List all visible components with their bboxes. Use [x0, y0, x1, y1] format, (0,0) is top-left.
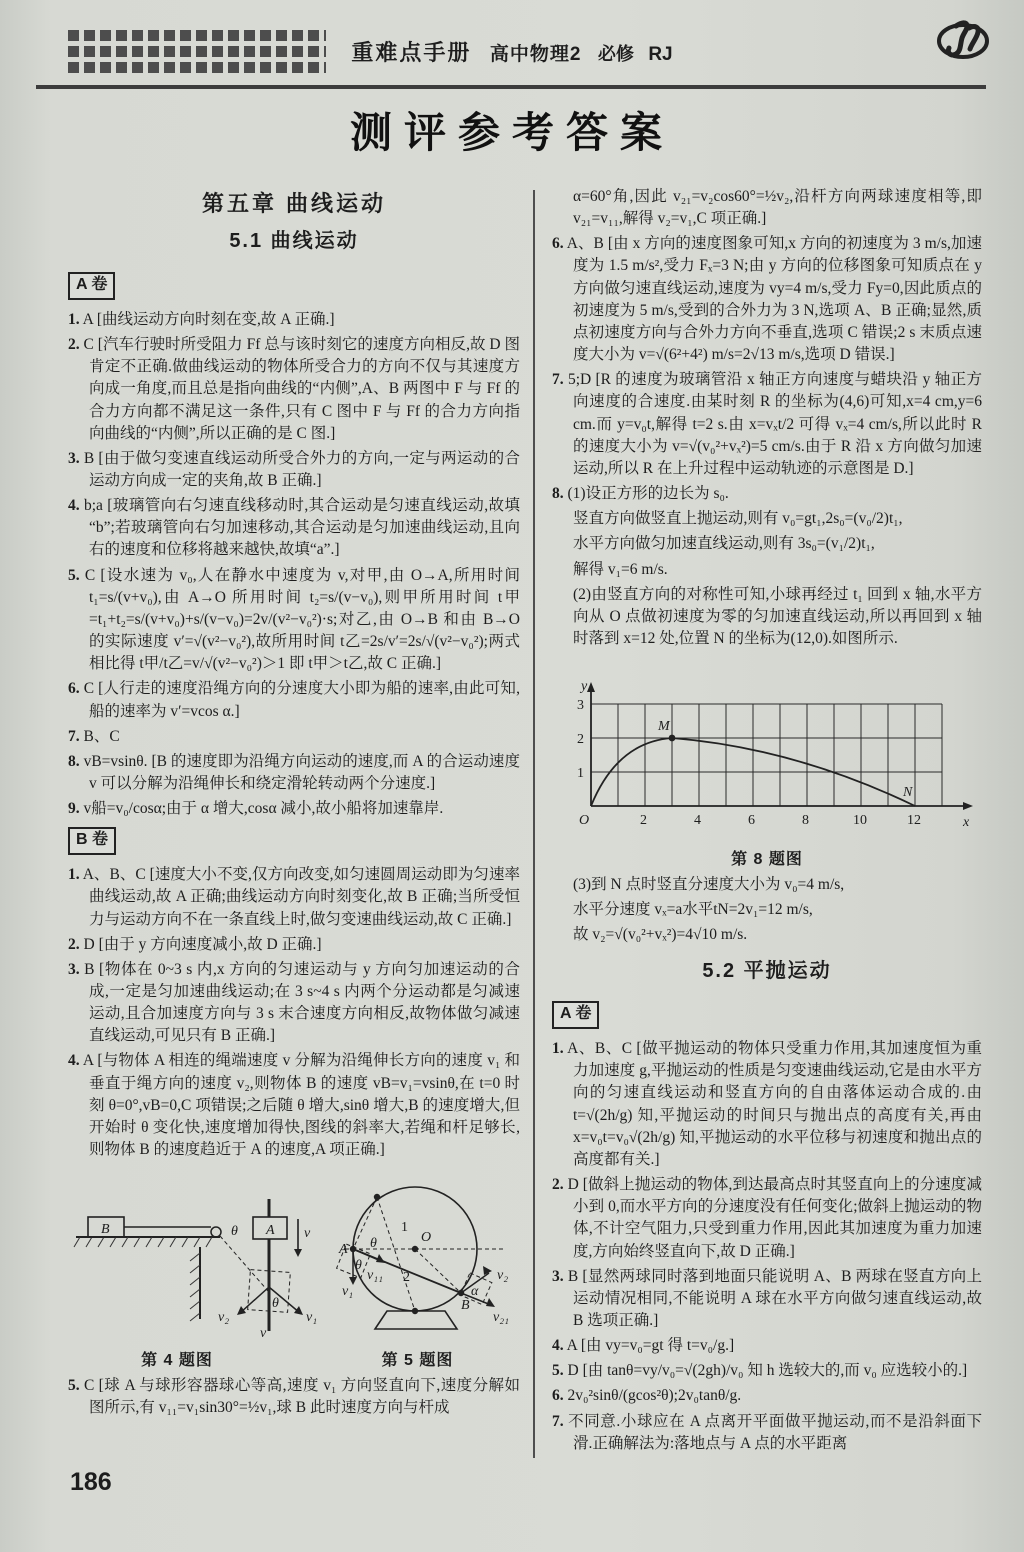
solution-line: 水平方向做匀加速直线运动,则有 3s₀=(v₁/2)t₁, [573, 535, 875, 553]
item-number: 4. [68, 497, 80, 515]
fig4-label-B: B [101, 1222, 110, 1238]
fig5-label-B: B [461, 1298, 470, 1314]
solution-line: 故 v₂=√(v₀²+vₓ²)=4√10 m/s. [573, 926, 748, 944]
item-text: C [球 A 与球形容器球心等高,速度 v₁ 方向竖直向下,速度分解如图所示,有 v₁₁=v₁sin30°=½v₁,球 B 此时速度方向与杆成 [83, 1377, 520, 1417]
x-tick: 12 [907, 813, 921, 829]
graph-label-N: N [903, 785, 913, 801]
item-number: 4. [552, 1337, 564, 1355]
item-text: C [人行走的速度沿绳方向的分速度大小即为船的速率,由此可知,船的速率为 v′=vcos α.] [83, 680, 520, 720]
figures-row [68, 1169, 520, 1373]
answer-item [68, 678, 520, 722]
figure-problem8 [552, 654, 982, 872]
chapter-heading: 第五章 曲线运动 [201, 191, 387, 216]
item-number: 8. [552, 485, 564, 503]
fig5-label-A: A [339, 1242, 348, 1258]
section-heading-5-1: 5.1 曲线运动 [229, 230, 359, 253]
item-text: 2v₀²sinθ/(gcos²θ);2v₀tanθ/g. [567, 1387, 742, 1405]
item-number: 9. [68, 800, 80, 818]
item-number: 1. [68, 866, 80, 884]
answer-item [552, 1411, 982, 1455]
x-tick: 10 [853, 813, 867, 829]
item-number: 7. [552, 371, 564, 389]
figure-caption: 第 5 题图 [381, 1352, 454, 1370]
item-text: D [做斜上抛运动的物体,到达最高点时其竖直向上的分速度减小到 0,而水平方向的分速度没有任何变化;做斜上抛运动的物体,不计空气阻力,只受到重力作用,因此其加速度为重力加速度,方向始终竖直向下,故 D 正确.] [567, 1176, 983, 1260]
solution-line: 水平分速度 vₓ=a水平tN=2v₁=12 m/s, [573, 901, 813, 919]
item-text: B、C [83, 727, 120, 745]
answer-item [552, 483, 982, 505]
answer-item [552, 1360, 982, 1382]
answer-item [68, 1050, 520, 1161]
item-text: D [由于 y 方向速度减小,故 D 正确.] [83, 935, 322, 953]
section-heading-5-2: 5.2 平抛运动 [702, 959, 832, 982]
pulley-diagram [68, 1191, 318, 1342]
booklet-name: 重难点手册 [351, 40, 472, 65]
item-number: 6. [68, 680, 80, 698]
y-tick: 1 [577, 766, 584, 782]
answer-item [68, 495, 520, 561]
answer-item [68, 1375, 520, 1419]
item-text: C [设水速为 v₀,人在静水中速度为 v,对甲,由 O→A,所用时间 t₁=s/(v+v₀),由 A→O 所用时间 t₂=s/(v−v₀),则甲所用时间 t甲=t₁+t₂=s/(v+v₀)+s/(v−v₀)=2v/(v²−v₀²)·s;对乙,由 O→B 和由 B→O 的实际速度 v′=√(v²−v₀²),故所用时间 t乙=2s/v′=2s/√(v²−v₀²);两式相比得 t甲/t乙=v/√(v²−v₀²)＞1 即 t甲＞t乙,故 C 正确.] [84, 566, 521, 673]
fig4-label-theta: θ [272, 1296, 279, 1312]
item-number: 8. [68, 752, 80, 770]
answer-item [552, 1266, 982, 1332]
graph-ylabel: y [581, 679, 588, 695]
continued-text: α=60°角,因此 v₂₁=v₂cos60°=½v₂,沿杆方向两球速度相等,即 v₂₁=v₁₁,解得 v₂=v₁,C 项正确.] [573, 188, 982, 228]
item-text: b;a [玻璃管向右匀速直线移动时,其合运动是匀速直线运动,故填“b”;若玻璃管向右匀加速移动,其合运动是匀加速曲线运动,且向右的速度和位移将越来越快,故填“a”.] [83, 497, 521, 559]
answer-item [68, 334, 520, 445]
paper-a-badge: A 卷 [552, 1001, 599, 1029]
x-tick: 2 [640, 813, 647, 829]
item-text: (1)设正方形的边长为 s₀. [567, 485, 729, 503]
item-text: A [与物体 A 相连的绳端速度 v 分解为沿绳伸长方向的速度 v₁ 和垂直于绳方向的速度 v₂,则物体 B 的速度 vB=v₁=vsinθ,在 t=0 时刻 θ=0°,vB=0,C 项错误;之后随 θ 增大,sinθ 增大,B 的速度增大,但开始时 θ 变化快,速度增加得快,图线的斜率大,若绳和杆足够长,则物体 B 的速度趋近于 A 的速度,A 项正确.] [82, 1052, 520, 1159]
header-rule [36, 85, 986, 89]
fig5-label-2: 2 [403, 1270, 410, 1286]
y-tick: 2 [577, 732, 584, 748]
item-text: A、B、C [速度大小不变,仅方向改变,如匀速圆周运动即为匀速率曲线运动,故 A 正确;曲线运动方向时刻变化,故 B 正确;当所受恒力与运动方向不在一条直线上时,做匀变速曲线运动,故 C 正确.] [82, 866, 520, 928]
answer-item [68, 959, 520, 1048]
right-column [552, 186, 982, 1458]
figure-problem4 [68, 1191, 318, 1373]
fig4-label-v2: v₂ [218, 1310, 230, 1326]
item-number: 7. [68, 727, 80, 745]
figure-caption: 第 4 题图 [141, 1352, 213, 1370]
trajectory-graph [555, 654, 979, 840]
fig5-label-O: O [421, 1230, 432, 1246]
page-title: 测评参考答案 [349, 109, 674, 156]
answer-item [552, 1335, 982, 1357]
solution-line: (3)到 N 点时竖直分速度大小为 v₀=4 m/s, [573, 876, 845, 894]
answer-item [68, 726, 520, 748]
item-text: C [汽车行驶时所受阻力 Ff 总与该时刻它的速度方向相反,故 D 图肯定不正确.做曲线运动的物体所受合力的方向不仅与其速度方向成一角度,而且总是指向曲线的“内侧”,A、B 两图中 F 与 Ff 的合力方向都不满足这一条件,只有 C 图中 F 与 Ff 的合力方向指向曲线的“内侧”,所以正确的是 C 图.] [83, 336, 520, 442]
answer-item [68, 934, 520, 956]
fig5-label-v21: v₂₁ [493, 1310, 509, 1326]
edition-name: 必修 [597, 44, 634, 64]
item-number: 3. [68, 449, 80, 467]
x-tick: 8 [802, 813, 809, 829]
item-text: 5;D [R 的速度为玻璃管沿 x 轴正方向速度与蜡块沿 y 轴正方向速度的合速度.由某时刻 R 的坐标为(4,6)可知,x=4 cm,y=6 cm.而 y=v₀t,解得 t=2 s.由 x=vₓt/2 可得 vₓ=4 cm/s,所以此时 R 的速度大小为 v=√(v₀²+vₓ²)=5 cm/s.由于 R 沿 x 方向做匀加速运动,所以 R 在上升过程中运动轨迹的示意图是 D.] [567, 371, 982, 477]
answer-item [68, 448, 520, 492]
item-number: 2. [552, 1176, 564, 1194]
sphere-diagram [315, 1169, 520, 1341]
item-text: A、B、C [做平抛运动的物体只受重力作用,其加速度恒为重力加速度 g,平抛运动的性质是匀变速曲线运动,它是由水平方向的匀速直线运动和竖直方向的自由落体运动合成的.由 t=√(2h/g) 知,平抛运动的时间只与抛出点的高度有关,再由 x=v₀t=v₀√(2h/g) 知,平抛运动的水平位移与初速度和抛出点的高度都有关.] [567, 1040, 982, 1168]
answer-item [68, 309, 520, 331]
fig4-label-v-top: v [304, 1226, 311, 1242]
running-header [0, 36, 1024, 67]
fig5-label-v1: v₁ [342, 1284, 354, 1300]
item-number: 1. [68, 310, 80, 328]
fig4-label-v-bottom: v [260, 1326, 267, 1342]
item-text: 不同意.小球应在 A 点离开平面做平抛运动,而不是沿斜面下滑.正确解法为:落地点与 A 点的水平距离 [568, 1412, 983, 1452]
item-number: 4. [68, 1052, 80, 1070]
item-number: 7. [552, 1412, 564, 1430]
answer-item [68, 751, 520, 795]
item-text: D [由 tanθ=vy/v₀=√(2gh)/v₀ 知 h 选较大的,而 v₀ 应选较小的.] [567, 1362, 968, 1380]
fig4-label-v1: v₁ [306, 1310, 318, 1326]
page-number: 186 [70, 1468, 112, 1496]
item-number: 3. [552, 1267, 564, 1285]
item-number: 5. [552, 1362, 564, 1380]
left-column [68, 188, 520, 1423]
item-number: 6. [552, 1387, 564, 1405]
item-text: A [曲线运动方向时刻在变,故 A 正确.] [82, 310, 335, 328]
answer-item [552, 1174, 982, 1263]
item-text: B [由于做匀变速直线运动所受合外力的方向,一定与两运动的合运动方向成一定的夹角,故 B 正确.] [83, 449, 520, 490]
graph-label-M: M [658, 719, 670, 735]
paper-b-badge: B 卷 [68, 827, 116, 855]
x-tick: 4 [694, 813, 701, 829]
item-text: v船=v₀/cosα;由于 α 增大,cosα 减小,故小船将加速靠岸. [83, 800, 444, 818]
fig5-label-v11: v₁₁ [367, 1268, 383, 1284]
item-number: 3. [68, 960, 80, 978]
figure-problem5 [315, 1169, 520, 1373]
fig4-label-A: A [266, 1223, 275, 1239]
publisher-code: RJ [648, 44, 673, 65]
answer-item [68, 798, 520, 820]
item-number: 6. [552, 235, 564, 253]
fig5-label-v2: v₂ [497, 1268, 509, 1284]
item-text: A [由 vy=v₀=gt 得 t=v₀/g.] [566, 1337, 735, 1355]
subject-name: 高中物理2 [489, 44, 582, 65]
item-text: vB=vsinθ. [B 的速度即为沿绳方向运动的速度,而 A 的合运动速度 v 可以分解为沿绳伸长和绕定滑轮转动两个分速度.] [83, 752, 521, 793]
column-divider [533, 190, 535, 1458]
paper-a-badge: A 卷 [68, 272, 115, 300]
answer-item [68, 565, 520, 676]
solution-line: (2)由竖直方向的对称性可知,小球再经过 t₁ 回到 x 轴,水平方向从 O 点做初速度为零的匀加速直线运动,所以再回到 x 轴时落到 x=12 处,位置 N 的坐标为(12,0).如图所示. [573, 585, 982, 647]
fig5-label-1: 1 [401, 1220, 408, 1236]
item-number: 2. [68, 935, 80, 953]
item-number: 5. [68, 566, 80, 584]
item-text: B [显然两球同时落到地面只能说明 A、B 两球在竖直方向上运动情况相同,不能说明 A 球在水平方向做匀速直线运动,故 B 选项正确.] [567, 1267, 982, 1329]
item-number: 5. [68, 1377, 80, 1395]
item-text: B [物体在 0~3 s 内,x 方向的匀速运动与 y 方向匀加速运动的合成,一定是匀加速曲线运动;在 3 s~4 s 内两个分运动都是匀减速运动,且合加速度方向与 3 s 末合速度方向相反,故物体做匀减速直线运动,可见只有 B 正确.] [84, 960, 521, 1045]
fig5-label-theta: θ [370, 1236, 377, 1252]
graph-origin: O [579, 813, 590, 829]
answer-item [552, 369, 982, 480]
item-number: 2. [68, 336, 80, 354]
figure-caption: 第 8 题图 [731, 851, 803, 869]
fig4-label-theta-top: θ [231, 1224, 238, 1240]
solution-line: 解得 v₁=6 m/s. [573, 560, 668, 578]
item-number: 1. [552, 1040, 564, 1058]
fig5-label-theta2: θ [355, 1258, 362, 1274]
item-text: A、B [由 x 方向的速度图象可知,x 方向的初速度为 3 m/s,加速度为 1.5 m/s²,受力 Fₓ=3 N;由 y 方向的位移图象可知质点在 y 方向做匀速直线运动,速度为 vy=4 m/s,受力 Fy=0,因此质点的初速度为 5 m/s,受到的合外力为 3 N,选项 A、B 正确;显然,质点初速度方向与合外力方向不垂直,选项 C 错误;2 s 末质点速度大小为 v=√(6²+4²) m/s=2√13 m/s,选项 D 错误.] [566, 235, 982, 364]
x-tick: 6 [748, 813, 755, 829]
answer-item [552, 1038, 982, 1171]
answer-item [68, 864, 520, 930]
fig5-label-alpha: α [471, 1284, 479, 1300]
y-tick: 3 [577, 698, 584, 714]
answer-item [552, 233, 982, 366]
graph-xlabel: x [963, 815, 970, 831]
publisher-logo-icon [936, 18, 990, 69]
solution-line: 竖直方向做竖直上抛运动,则有 v₀=gt₁,2s₀=(v₀/2)t₁, [573, 510, 903, 528]
answer-item [552, 1385, 982, 1407]
